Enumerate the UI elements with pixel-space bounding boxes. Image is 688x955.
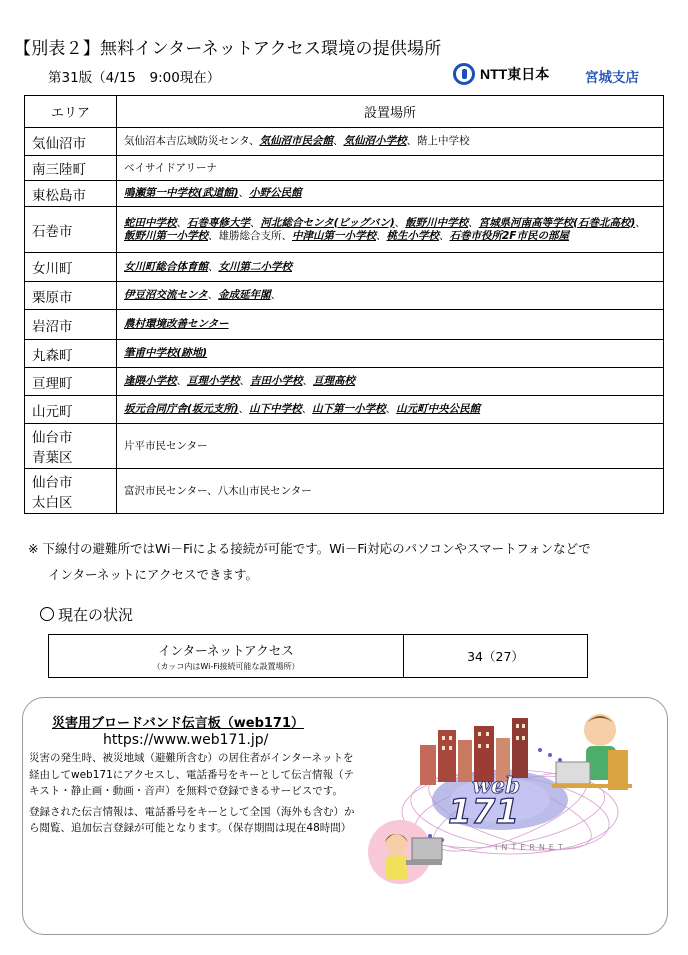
shelter-name: 、: [238, 403, 250, 415]
shelter-name: 、: [468, 216, 479, 229]
status-sublabel: （カッコ内はWi-Fi接続可能な設置場所）: [152, 661, 300, 671]
shelter-name: 、雄勝総合支所、: [208, 229, 292, 242]
table-row: [25, 340, 664, 368]
shelter-name: 、: [239, 375, 250, 387]
status-value: 34（27）: [467, 649, 524, 664]
wifi-shelter-name: 亘理小学校: [187, 375, 240, 387]
table-row: [25, 207, 664, 253]
table-row: [25, 424, 664, 469]
wifi-shelter-name: 石巻専修大学: [187, 216, 250, 229]
person-laptop-icon: [552, 714, 632, 790]
wifi-shelter-name: 石巻市役所2F市民の部屋: [449, 229, 569, 242]
shelter-name: 気仙沼本吉広域防災センタ、: [124, 135, 260, 147]
places-cell: [117, 282, 664, 310]
table-header-row: [25, 96, 664, 128]
area-cell: [25, 207, 117, 253]
shelter-name: 、: [207, 289, 219, 301]
area-name: 亘理町: [32, 375, 73, 392]
wifi-shelter-name: 飯野川第一小学校: [124, 229, 208, 242]
wifi-shelter-name: 山下中学校: [249, 403, 302, 415]
table-row: [25, 310, 664, 340]
shelter-name: 、: [238, 187, 250, 199]
places-cell: [117, 424, 664, 469]
area-cell: [25, 181, 117, 207]
area-name: 気仙沼市: [32, 135, 86, 152]
status-label-cell: [49, 635, 404, 677]
places-cell: [117, 156, 664, 181]
shelter-name: 、: [635, 216, 646, 229]
wifi-shelter-name: 飯野川中学校: [405, 216, 469, 229]
wifi-note-cont: インターネットにアクセスできます。: [48, 567, 259, 582]
shelter-name: 、: [376, 229, 387, 242]
table-row: [25, 156, 664, 181]
places-cell: [117, 368, 664, 396]
ntt-logo-icon: [453, 63, 475, 85]
wifi-shelter-name: 農村環境改善センター: [124, 318, 229, 330]
area-cell: [25, 253, 117, 282]
table-row: [25, 181, 664, 207]
area-name: 石巻市: [32, 223, 73, 240]
places-cell: [117, 469, 664, 514]
wifi-shelter-name: 女川町総合体育館: [124, 260, 208, 273]
shelter-name: ベイサイドアリーナ: [124, 161, 218, 174]
table-row: [25, 368, 664, 396]
table-row: [25, 128, 664, 156]
column-header-area: エリア: [25, 96, 117, 128]
shelter-name: 、: [302, 375, 313, 387]
area-name: 丸森町: [32, 347, 73, 364]
status-heading-text: 現在の状況: [58, 606, 134, 624]
wifi-shelter-name: 桃生小学校: [386, 229, 439, 242]
wifi-shelter-name: 女川第二小学校: [218, 260, 292, 273]
status-label: インターネットアクセス: [158, 642, 294, 658]
area-name: 栗原市: [32, 289, 73, 306]
shelter-name: 、: [301, 403, 313, 415]
shelter-name: 、: [176, 216, 187, 229]
wifi-shelter-name: 河北総合センタ(ビッグバン): [260, 216, 395, 229]
web171-illustration: [360, 700, 660, 900]
shelter-name: 、階上中学校: [406, 135, 470, 147]
wifi-shelter-name: 気仙沼市民会館: [259, 135, 333, 147]
places-cell: [117, 253, 664, 282]
places-cell: [117, 207, 664, 253]
wifi-shelter-name: 山下第一小学校: [312, 403, 386, 415]
area-name: 太白区: [32, 495, 73, 511]
internet-logo-text: INTERNET: [495, 843, 567, 852]
shelter-name: 富沢市民センター、八木山市民センター: [124, 484, 312, 497]
table-row: [25, 469, 664, 514]
wifi-shelter-name: 小野公民館: [249, 187, 302, 199]
area-name: 山元町: [32, 403, 73, 420]
edition-label: 第31版（4/15 9:00現在）: [48, 70, 221, 86]
shelter-name: 、: [332, 135, 344, 147]
web171-description: [29, 750, 359, 841]
person-computer-icon: [368, 820, 442, 884]
wifi-shelter-name: 蛇田中学校: [124, 216, 177, 229]
area-cell: [25, 396, 117, 424]
area-cell: [25, 469, 117, 514]
web171-url[interactable]: https://www.web171.jp/: [103, 732, 269, 748]
area-cell: [25, 368, 117, 396]
wifi-shelter-name: 宮城県河南高等学校(石巻北高校): [478, 216, 636, 229]
wifi-note: ※ 下線付の避難所ではWi－Fiによる接続が可能です。Wi－Fi対応のパソコンやスマートフォンなどで: [28, 541, 591, 556]
ntt-logo: [453, 61, 549, 87]
web171-logo-number: 171: [448, 792, 519, 832]
shelter-name: 、: [270, 289, 282, 301]
wifi-shelter-name: 中津山第一小学校: [292, 229, 376, 242]
shelter-name: 、: [176, 375, 187, 387]
shelter-name: 、: [250, 216, 261, 229]
area-name: 岩沼市: [32, 318, 73, 335]
web171-title: 災害用ブロードバンド伝言板（web171）: [52, 716, 305, 731]
web171-para2: 登録された伝言情報は、電話番号をキーとして全国（海外も含む）から閲覧、追加伝言登録が可能となります。（保存期間は現在48時間）: [29, 805, 355, 834]
places-cell: [117, 128, 664, 156]
shelter-name: 、: [394, 216, 406, 229]
logo-text: NTT東日本: [480, 66, 550, 82]
area-cell: [25, 282, 117, 310]
area-cell: [25, 128, 117, 156]
page-title: 【別表２】無料インターネットアクセス環境の提供場所: [14, 39, 442, 59]
shelter-name: 、: [385, 403, 397, 415]
places-cell: [117, 340, 664, 368]
column-header-places: 設置場所: [117, 96, 664, 128]
web-logo-text: web: [472, 773, 521, 799]
branch-label: 宮城支店: [585, 70, 639, 86]
wifi-shelter-name: 山元町中央公民館: [396, 403, 481, 415]
wifi-shelter-name: 亘理高校: [313, 375, 355, 387]
area-cell: [25, 310, 117, 340]
sites-table: [24, 95, 664, 514]
area-name: 仙台市: [32, 430, 73, 446]
wifi-shelter-name: 気仙沼小学校: [343, 135, 407, 147]
area-cell: [25, 424, 117, 469]
wifi-shelter-name: 鳴瀬第一中学校(武道館): [124, 187, 239, 199]
wifi-shelter-name: 吉田小学校: [250, 375, 303, 387]
area-cell: [25, 156, 117, 181]
wifi-shelter-name: 金成延年閣: [218, 289, 271, 301]
status-heading: [40, 604, 133, 625]
shelter-name: 片平市民センター: [124, 439, 208, 452]
area-name: 東松島市: [32, 187, 86, 204]
wifi-shelter-name: 伊豆沼交流センタ: [124, 289, 208, 301]
circle-icon: [40, 607, 54, 621]
area-name: 女川町: [32, 261, 73, 277]
web171-para1: 災害の発生時、被災地域（避難所含む）の居住者がインターネットを経由してweb171にアクセスし、電話番号をキーとして伝言情報（テキスト・静止画・動画・音声）を無料で登録できるサービスです。: [29, 752, 354, 797]
wifi-shelter-name: 逢隈小学校: [124, 375, 177, 387]
area-name: 青葉区: [32, 450, 73, 466]
table-row: [25, 253, 664, 282]
status-table: [48, 634, 588, 678]
places-cell: [117, 310, 664, 340]
shelter-name: 、: [208, 260, 219, 273]
table-row: [25, 282, 664, 310]
wifi-shelter-name: 坂元合同庁舎(坂元支所): [124, 403, 239, 415]
places-cell: [117, 181, 664, 207]
area-name: 南三陸町: [32, 162, 86, 178]
table-row: [25, 396, 664, 424]
area-name: 仙台市: [32, 475, 73, 491]
shelter-name: 、: [439, 229, 450, 242]
places-cell: [117, 396, 664, 424]
wifi-shelter-name: 筆甫中学校(跡地): [124, 347, 208, 359]
area-cell: [25, 340, 117, 368]
